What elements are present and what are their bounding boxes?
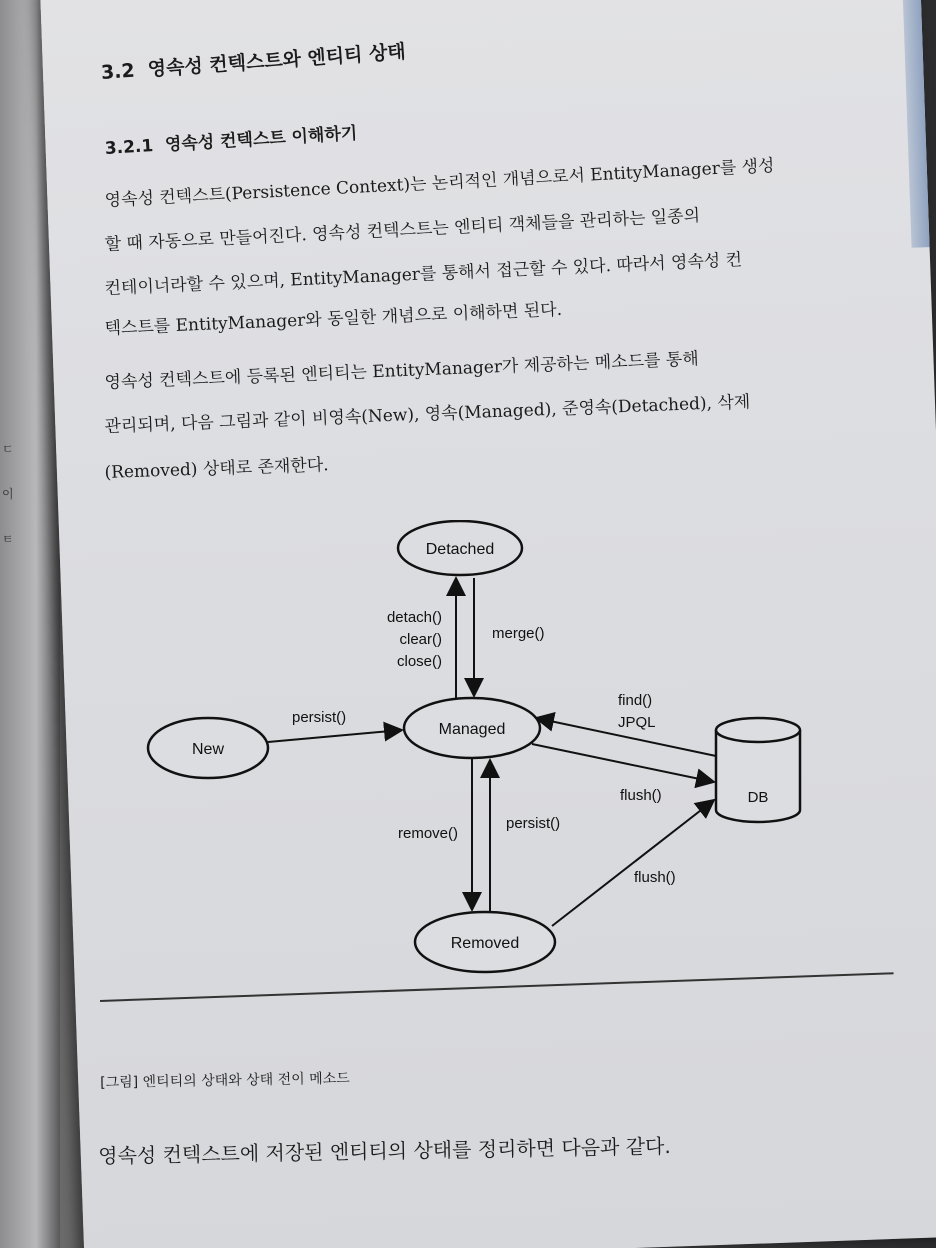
paragraph2-line: 영속성 컨텍스트에 등록된 엔티티는 EntityManager가 제공하는 메소드를 통해	[104, 349, 700, 393]
state-removed-label: Removed	[450, 935, 520, 952]
state-new-label: New	[191, 741, 225, 758]
label-flush-removed: flush()	[634, 869, 676, 886]
db-cylinder-icon	[716, 718, 800, 822]
state-removed	[415, 912, 555, 972]
label-flush-managed: flush()	[620, 787, 662, 804]
label-close: close()	[396, 653, 442, 670]
label-clear: clear()	[399, 631, 442, 648]
left-page-fragment: ㄷ	[2, 442, 14, 456]
label-persist-new: persist()	[292, 709, 347, 726]
section-title: 영속성 컨텍스트와 엔티티 상태	[147, 40, 407, 81]
paragraph2-line: (Removed) 상태로 존재한다.	[104, 455, 329, 483]
label-jpql: JPQL	[618, 714, 656, 731]
subsection-heading	[104, 119, 358, 159]
db-label: DB	[747, 789, 769, 806]
label-find: find()	[618, 692, 653, 709]
entity-state-diagram	[140, 520, 840, 990]
state-new	[148, 718, 268, 778]
paragraph1-line: 텍스트를 EntityManager와 동일한 개념으로 이해하면 된다.	[104, 299, 563, 339]
label-persist-removed: persist()	[506, 815, 561, 832]
arrow-removed-to-db	[552, 800, 714, 926]
paragraph2-line: 관리되며, 다음 그림과 같이 비영속(New), 영속(Managed), 준영속(Detached), 삭제	[104, 392, 751, 437]
label-remove: remove()	[397, 825, 458, 842]
label-detach: detach()	[386, 609, 442, 626]
left-page-fragment: 이	[2, 487, 14, 501]
paragraph1-line: 영속성 컨텍스트(Persistence Context)는 논리적인 개념으로서 EntityManager를 생성	[104, 155, 775, 211]
closing-sentence: 영속성 컨텍스트에 저장된 엔티티의 상태를 정리하면 다음과 같다.	[98, 1134, 671, 1168]
state-detached-label: Detached	[425, 541, 495, 558]
state-diagram-svg	[140, 520, 840, 990]
left-page-fragment: ㅌ	[2, 532, 14, 546]
state-managed-label: Managed	[438, 721, 506, 738]
section-number: 3.2	[100, 59, 136, 84]
state-detached	[398, 521, 522, 575]
label-merge: merge()	[492, 625, 545, 642]
paragraph1-line: 컨테이너라할 수 있으며, EntityManager를 통해서 접근할 수 있다. 따라서 영속성 컨	[104, 250, 743, 299]
figure-caption: [그림] 엔티티의 상태와 상태 전이 메소드	[100, 1070, 350, 1091]
subsection-title: 영속성 컨텍스트 이해하기	[164, 123, 358, 156]
subsection-number: 3.2.1	[104, 136, 154, 159]
paragraph1-line: 할 때 자동으로 만들어진다. 영속성 컨텍스트는 엔티티 객체들을 관리하는 일종의	[104, 205, 701, 255]
arrow-new-to-managed	[268, 730, 402, 742]
state-managed	[404, 698, 540, 758]
section-heading	[100, 37, 406, 85]
